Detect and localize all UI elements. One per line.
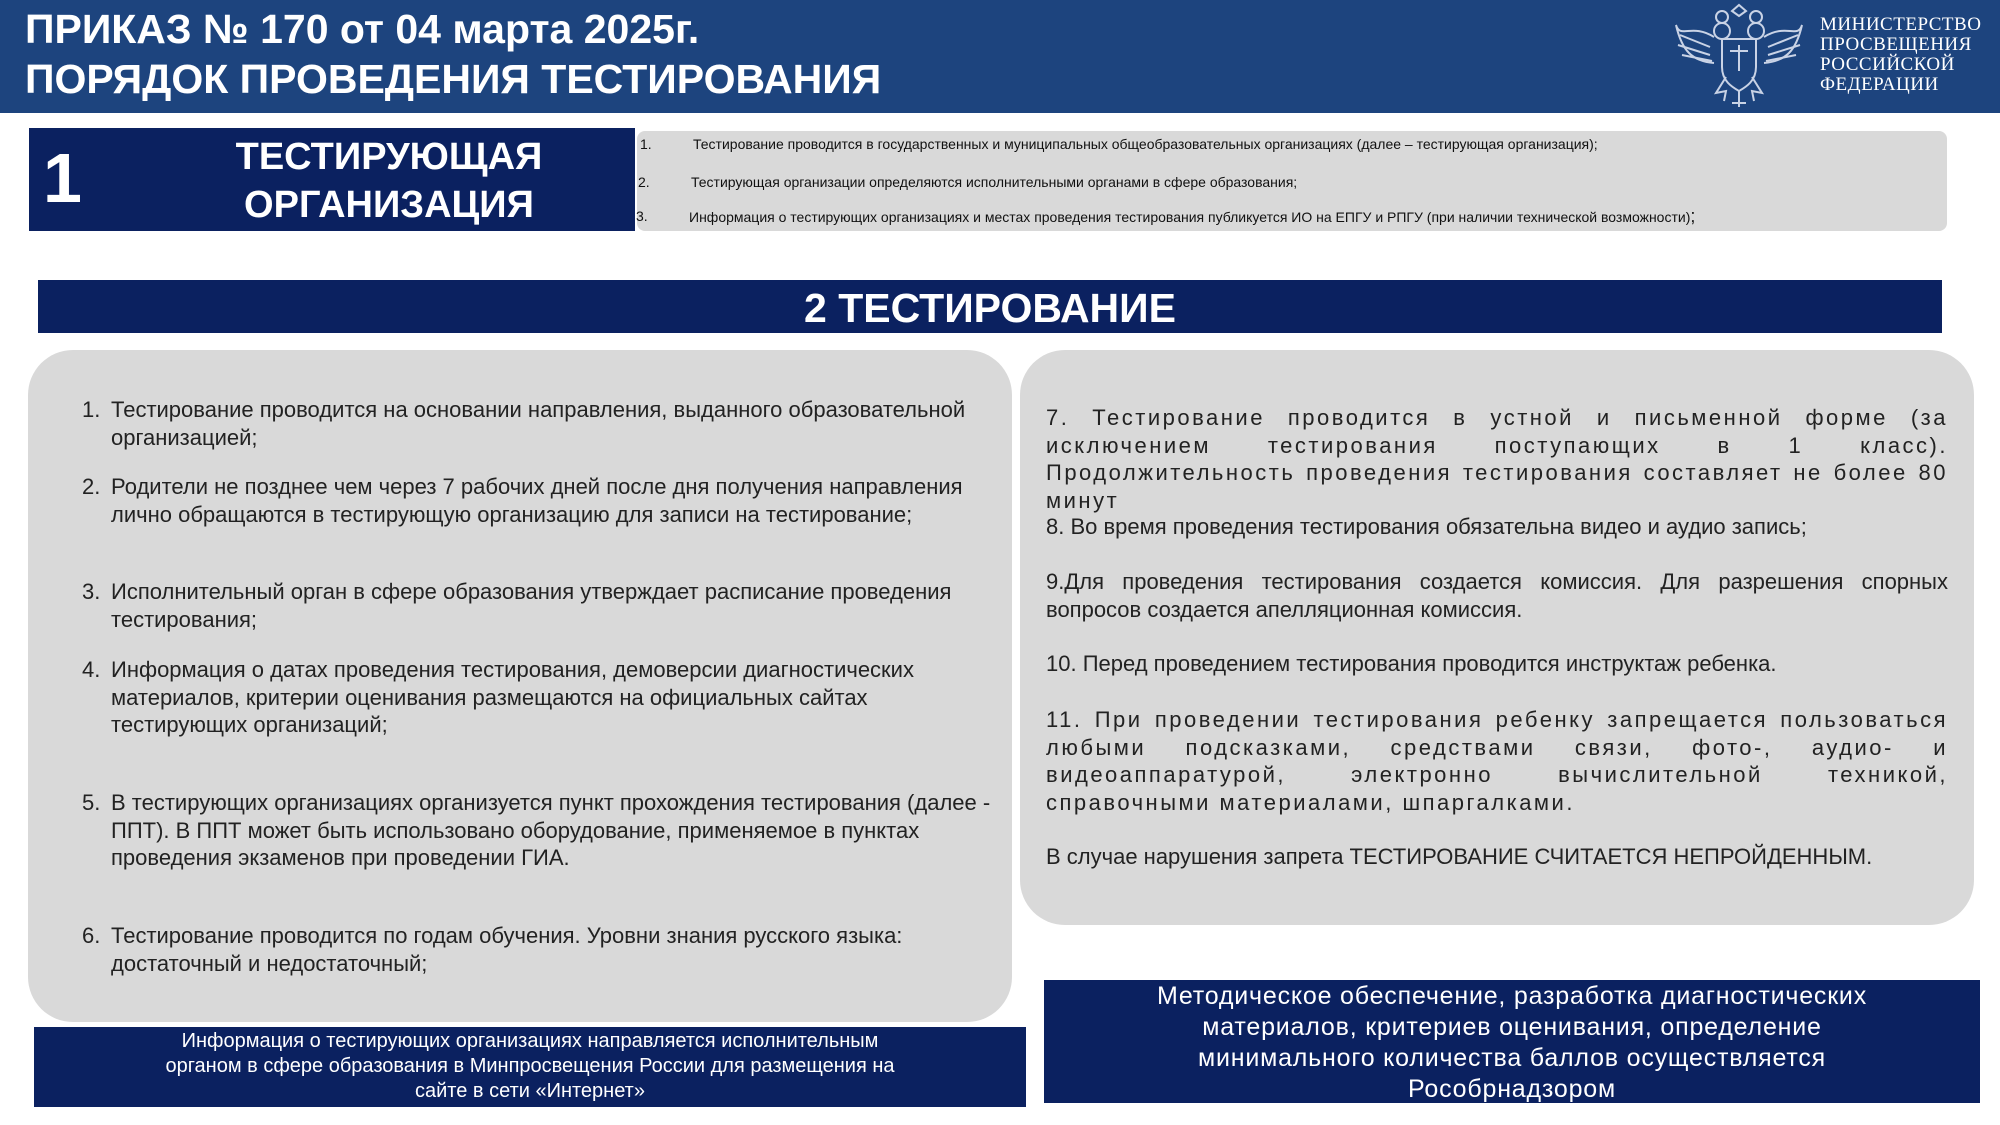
- list-item-tail: ;: [1690, 206, 1696, 226]
- ministry-name: [1820, 15, 1981, 95]
- violation-note: В случае нарушения запрета ТЕСТИРОВАНИЕ СЧИТАЕТСЯ НЕПРОЙДЕННЫМ.: [1046, 844, 1873, 869]
- rule-paragraph-11: 11. При проведении тестирования ребенку запрещается пользоваться любыми подсказками, средствами связи, фото-, аудио- и видеоаппаратурой, электронно вычислительной техникой, справочными материалами, шпаргалками.: [1046, 707, 1948, 815]
- title-line-1: ПРИКАЗ № 170 от 04 марта 2025г.: [25, 6, 700, 52]
- info-box-right: [1044, 980, 1980, 1103]
- section-1-heading: [29, 128, 635, 231]
- list-item-number: 1.: [640, 136, 652, 152]
- left-panel: [28, 350, 1012, 1022]
- page-title: [25, 4, 881, 104]
- list-item-text: Информация о датах проведения тестирования, демоверсии диагностических материалов, критерии оценивания размещаются на официальных сайтах тестирующих организаций;: [111, 657, 914, 737]
- page-header: [0, 0, 2000, 113]
- rule-paragraph-8: 8. Во время проведения тестирования обязательна видео и аудио запись;: [1046, 514, 1807, 539]
- ministry-line-4: ФЕДЕРАЦИИ: [1820, 74, 1939, 95]
- section-1-number: 1: [43, 139, 82, 217]
- rule-paragraph-9: 9.Для проведения тестирования создается комиссия. Для разрешения спорных вопросов создается апелляционная комиссия.: [1046, 569, 1948, 622]
- rule-paragraph-10: 10. Перед проведением тестирования проводится инструктаж ребенка.: [1046, 651, 1777, 676]
- list-item: [82, 396, 991, 451]
- list-item-number: 3.: [636, 208, 648, 224]
- info-right-text: Методическое обеспечение, разработка диагностических материалов, критериев оценивания, определение минимального количества баллов осуществляется Рособрнадзором: [1157, 982, 1867, 1103]
- list-item-text: Информация о тестирующих организациях и местах проведения тестирования публикуется ИО на ЕПГУ и РПГУ (при наличии технической возможности): [689, 209, 1691, 225]
- list-item-text: Исполнительный орган в сфере образования утверждает расписание проведения тестирования;: [111, 579, 952, 632]
- section-1-list: [637, 131, 1947, 231]
- list-item-number: 2.: [82, 474, 101, 499]
- info-box-left: [34, 1027, 1026, 1107]
- ministry-line-3: РОССИЙСКОЙ: [1820, 54, 1955, 75]
- list-item-text: Тестирование проводится в государственных и муниципальных общеобразовательных организациях (далее – тестирующая организация);: [693, 136, 1598, 152]
- list-item: [82, 789, 991, 872]
- section-1-title-line-1: ТЕСТИРУЮЩАЯ: [235, 136, 543, 178]
- section-1-title: [179, 133, 599, 229]
- list-item-number: 3.: [82, 579, 101, 604]
- ministry-line-2: ПРОСВЕЩЕНИЯ: [1820, 34, 1972, 55]
- list-item-text: Тестирующая организации определяются исполнительными органами в сфере образования;: [691, 174, 1298, 190]
- section-1-title-line-2: ОРГАНИЗАЦИЯ: [244, 184, 534, 226]
- list-item-text: В тестирующих организациях организуется пункт прохождения тестирования (далее - ППТ). В ППТ может быть использовано оборудование, применяемое в пунктах проведения экзаменов при проведении ГИА.: [111, 790, 991, 870]
- list-item: [638, 173, 1298, 191]
- list-item-number: 1.: [82, 397, 101, 422]
- list-item-number: 5.: [82, 790, 101, 815]
- list-item: [640, 135, 1598, 153]
- list-item-number: 2.: [638, 174, 650, 190]
- right-panel: [1020, 350, 1974, 925]
- rule-paragraph-7: 7. Тестирование проводится в устной и письменной форме (за исключением тестирования поступающих в 1 класс). Продолжительность проведения тестирования составляет не более 80 минут: [1046, 405, 1948, 513]
- title-line-2: ПОРЯДОК ПРОВЕДЕНИЯ ТЕСТИРОВАНИЯ: [25, 56, 882, 102]
- ministry-line-1: МИНИСТЕРСТВО: [1820, 14, 1982, 35]
- list-item-text: Родители не позднее чем через 7 рабочих дней после дня получения направления лично обращаются в тестирующую организацию для записи на тестирование;: [111, 474, 963, 527]
- list-item-text: Тестирование проводится по годам обучения. Уровни знания русского языка: достаточный и недостаточный;: [111, 923, 903, 976]
- list-item: [82, 656, 991, 739]
- info-left-text: Информация о тестирующих организациях направляется исполнительным органом в сфере образования в Минпросвещения России для размещения на сайте в сети «Интернет»: [165, 1030, 895, 1102]
- list-item-number: 6.: [82, 923, 101, 948]
- section-2-title: 2 ТЕСТИРОВАНИЕ: [38, 280, 1942, 333]
- list-item-number: 4.: [82, 657, 101, 682]
- coat-of-arms-eagle-icon: [1672, 3, 1806, 111]
- list-item-text: Тестирование проводится на основании направления, выданного образовательной организацией;: [111, 397, 966, 450]
- list-item: [82, 578, 991, 633]
- list-item: [636, 206, 1696, 226]
- list-item: [82, 473, 991, 528]
- list-item: [82, 922, 991, 977]
